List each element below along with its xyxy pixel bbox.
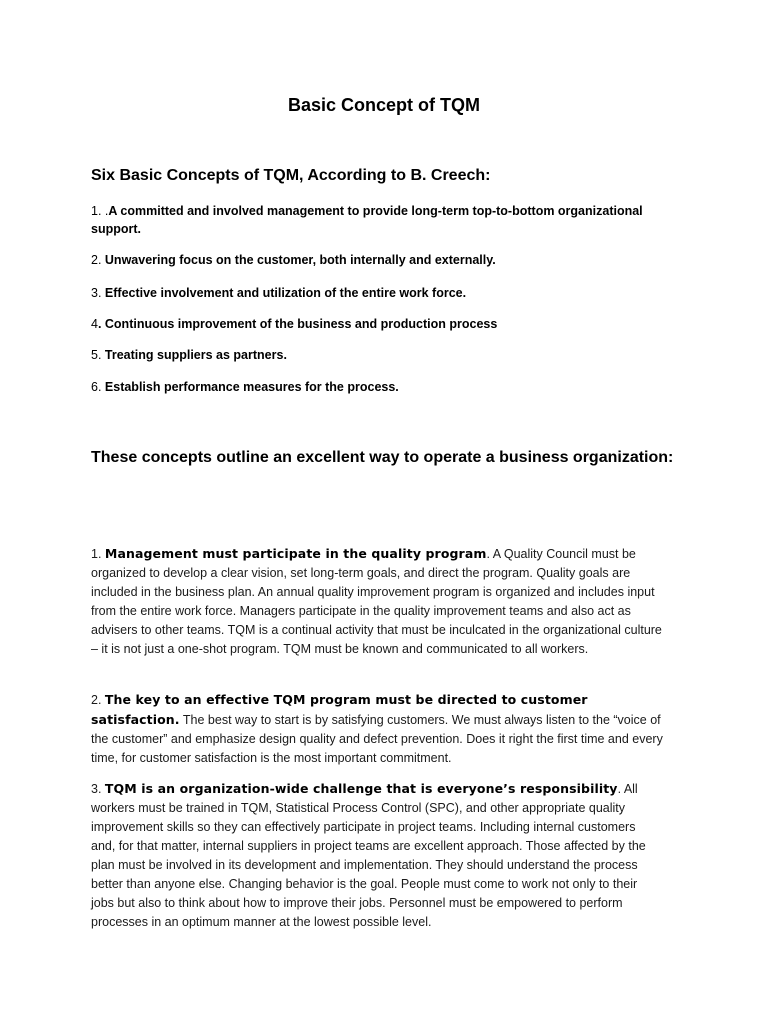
paragraph-body: . A Quality Council must be organized to develop a clear vision, set long-term goals, and direct the program. Quality goals are included in the business plan. An annual quality improvement program is organized and includes input from the entire work force. Managers participate in the quality improvement teams and also act as advisers to other teams. TQM is a continual activity that must be inculcated in the organizational culture – it is not just a one-shot program. TQM must be known and communicated to all workers.: [91, 547, 662, 656]
concept-item: [91, 284, 651, 302]
paragraph-lead: TQM is an organization-wide challenge that is everyone’s responsibility: [104, 781, 618, 796]
paragraph: [91, 544, 663, 659]
concept-item: [91, 346, 651, 364]
section-heading-six-concepts: Six Basic Concepts of TQM, According to B. Creech:: [91, 167, 491, 184]
paragraph-number: 1.: [91, 547, 105, 561]
concept-text: Establish performance measures for the process.: [104, 380, 399, 394]
concept-text: Treating suppliers as partners.: [104, 348, 287, 362]
concept-number: 5.: [91, 348, 105, 362]
paragraph-number: 2.: [91, 693, 105, 707]
concept-text: Unwavering focus on the customer, both internally and externally.: [104, 253, 496, 267]
concept-text: A committed and involved management to provide long-term top-to-bottom organizational support.: [91, 204, 643, 236]
concept-number: 4: [91, 317, 98, 331]
section-heading-outline: These concepts outline an excellent way to operate a business organization:: [91, 449, 674, 466]
paragraph-lead: The key to an effective TQM program must be directed to customer satisfaction.: [91, 692, 588, 727]
page-title: Basic Concept of TQM: [287, 95, 480, 115]
paragraph: [91, 690, 663, 768]
paragraph: [91, 779, 663, 932]
concept-item: [91, 315, 651, 333]
concept-item: [91, 202, 651, 238]
paragraph-body: . All workers must be trained in TQM, Statistical Process Control (SPC), and other appropriate quality improvement skills so they can effectively participate in project teams. Including internal customers and, for that matter, internal suppliers in project teams are excellent approach. Those affected by the plan must be involved in its development and implementation. They should understand the process better than anyone else. Changing behavior is the goal. People must come to work not only to their jobs but also to think about how to improve their jobs. Personnel must be empowered to perform processes in an optimum manner at the lowest possible level.: [91, 782, 646, 929]
paragraph-lead: Management must participate in the quality program: [104, 546, 487, 561]
paragraph-body: The best way to start is by satisfying customers. We must always listen to the “voice of the customer” and emphasize design quality and defect prevention. Does it right the first time and every time, for customer satisfaction is the most important commitment.: [91, 713, 663, 765]
concept-number: 2.: [91, 253, 105, 267]
concept-number: 3.: [91, 286, 105, 300]
concept-number: 6.: [91, 380, 105, 394]
concept-number: 1. .: [91, 204, 109, 218]
concept-text: Effective involvement and utilization of the entire work force.: [104, 286, 467, 300]
paragraph-number: 3.: [91, 782, 105, 796]
concept-text: . Continuous improvement of the business and production process: [97, 317, 498, 331]
concept-item: [91, 378, 651, 396]
concept-item: [91, 251, 651, 269]
